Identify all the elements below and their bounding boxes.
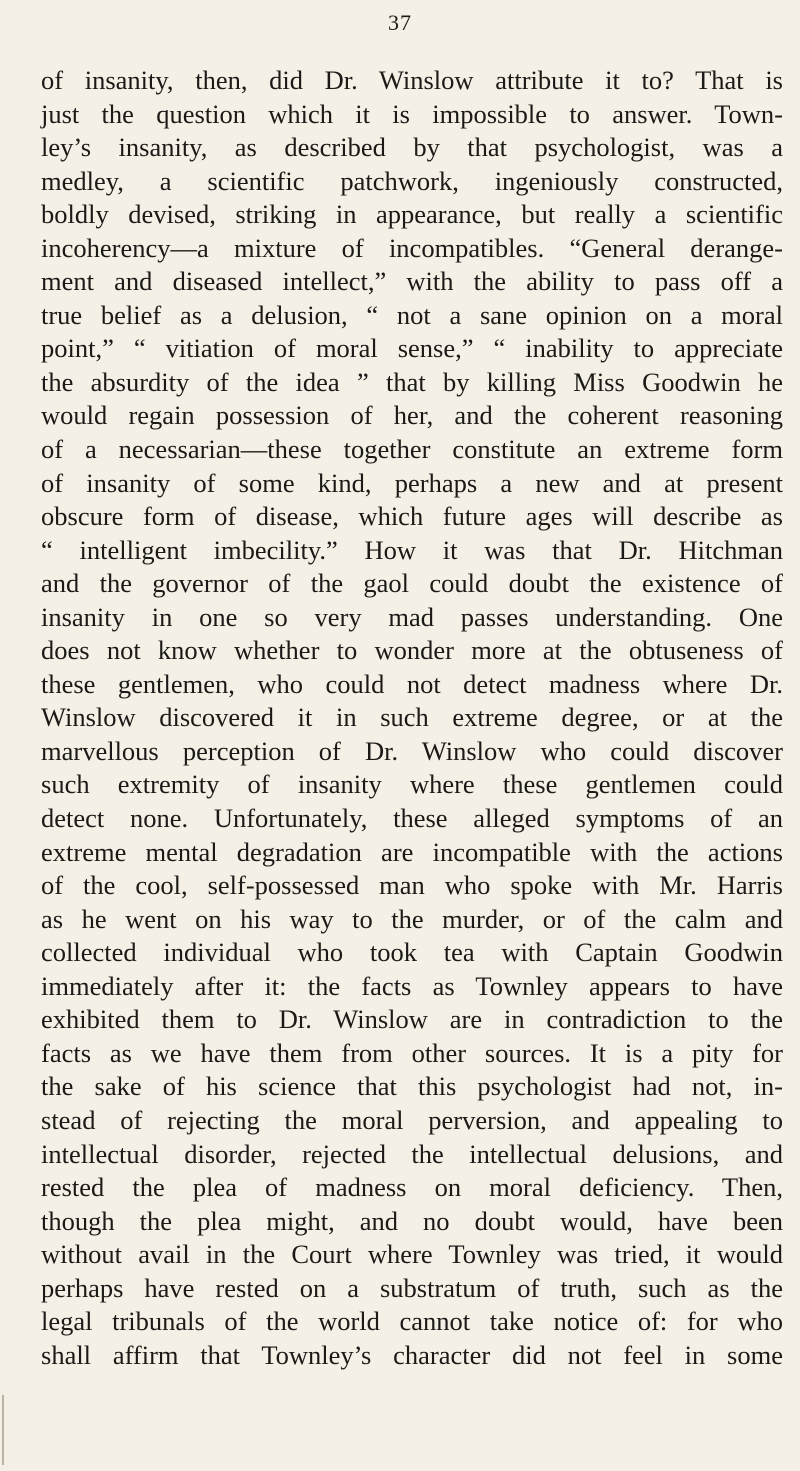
text-line: of insanity of some kind, perhaps a new and at present <box>41 467 783 498</box>
text-line: shall affirm that Townley’s character did not feel in some <box>41 1339 783 1370</box>
text-line: intellectual disorder, rejected the intellectual delusions, and <box>41 1138 783 1169</box>
text-line: the absurdity of the idea ” that by killing Miss Goodwin he <box>41 366 783 397</box>
margin-mark <box>2 1395 4 1465</box>
text-line: of insanity, then, did Dr. Winslow attribute it to? That is <box>41 65 783 95</box>
page-number: 37 <box>388 10 412 35</box>
text-line: exhibited them to Dr. Winslow are in contradiction to the <box>41 1004 783 1035</box>
text-line: legal tribunals of the world cannot take notice of: for who <box>41 1306 783 1337</box>
text-line: facts as we have them from other sources. It is a pity for <box>41 1037 783 1068</box>
text-line: collected individual who took tea with Captain Goodwin <box>41 937 783 968</box>
text-line: such extremity of insanity where these gentlemen could <box>41 769 783 800</box>
text-line: would regain possession of her, and the coherent reasoning <box>41 400 783 431</box>
text-line: these gentlemen, who could not detect madness where Dr. <box>41 668 783 699</box>
text-line: detect none. Unfortunately, these alleged symptoms of an <box>41 803 783 834</box>
text-line: immediately after it: the facts as Townley appears to have <box>41 970 783 1001</box>
body-text <box>41 64 783 1372</box>
text-line: of the cool, self-possessed man who spoke with Mr. Harris <box>41 870 783 901</box>
text-line: though the plea might, and no doubt would, have been <box>41 1205 783 1236</box>
text-line: just the question which it is impossible to answer. Town- <box>41 98 783 129</box>
text-line: point,” “ vitiation of moral sense,” “ inability to appreciate <box>41 333 783 364</box>
text-line: does not know whether to wonder more at the obtuseness of <box>41 635 783 666</box>
text-line: stead of rejecting the moral perversion, and appealing to <box>41 1104 783 1135</box>
text-line: insanity in one so very mad passes understanding. One <box>41 601 783 632</box>
text-line: boldly devised, striking in appearance, but really a scientific <box>41 199 783 230</box>
text-line: “ intelligent imbecility.” How it was that Dr. Hitchman <box>41 534 783 565</box>
text-line: rested the plea of madness on moral deficiency. Then, <box>41 1172 783 1203</box>
text-line: incoherency—a mixture of incompatibles. “General derange- <box>41 232 783 263</box>
text-line: ment and diseased intellect,” with the ability to pass off a <box>41 266 783 297</box>
text-line: marvellous perception of Dr. Winslow who could discover <box>41 735 783 766</box>
text-line: the sake of his science that this psychologist had not, in- <box>41 1071 783 1102</box>
text-line: obscure form of disease, which future ages will describe as <box>41 501 783 532</box>
text-line: medley, a scientific patchwork, ingeniously constructed, <box>41 165 783 196</box>
text-line: of a necessarian—these together constitute an extreme form <box>41 434 783 465</box>
text-line: true belief as a delusion, “ not a sane opinion on a moral <box>41 299 783 330</box>
text-line: without avail in the Court where Townley was tried, it would <box>41 1239 783 1270</box>
text-line: perhaps have rested on a substratum of truth, such as the <box>41 1272 783 1303</box>
text-line: extreme mental degradation are incompatible with the actions <box>41 836 783 867</box>
text-line: ley’s insanity, as described by that psychologist, was a <box>41 132 783 163</box>
text-line: Winslow discovered it in such extreme degree, or at the <box>41 702 783 733</box>
text-line: and the governor of the gaol could doubt the existence of <box>41 568 783 599</box>
text-line: as he went on his way to the murder, or of the calm and <box>41 903 783 934</box>
